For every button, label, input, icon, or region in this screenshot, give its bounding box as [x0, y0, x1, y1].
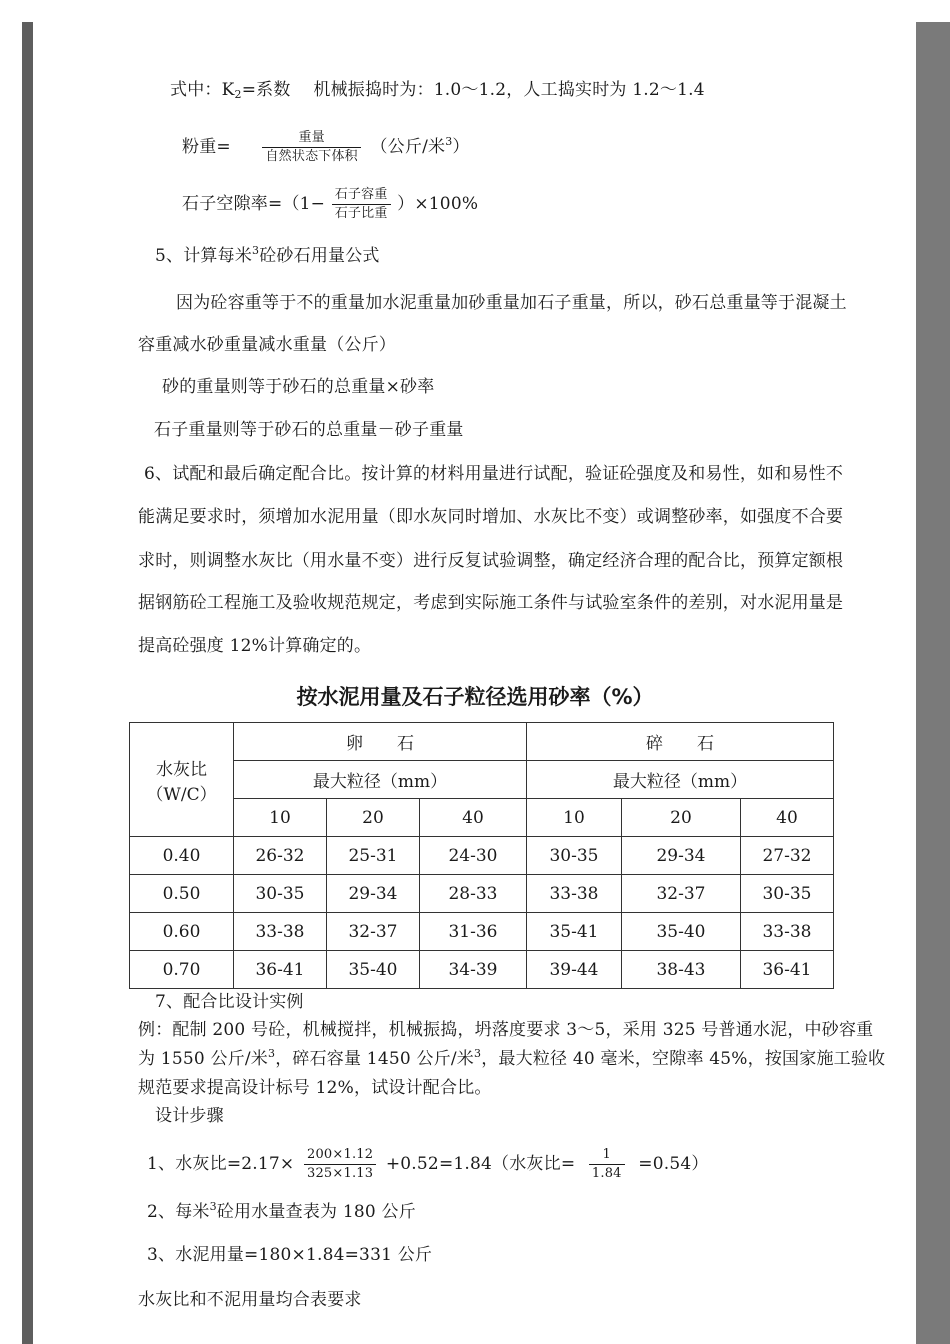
design-steps-heading: 设计步骤 — [155, 1106, 224, 1126]
rate-cell: 30-35 — [741, 875, 834, 913]
rate-cell: 29-34 — [622, 837, 741, 875]
pebble-group-header: 卵 石 — [234, 723, 527, 761]
paragraph-line: 6、试配和最后确定配合比。按计算的材料用量进行试配，验证砼强度及和易性，如和易性不 — [144, 464, 844, 484]
sand-ratio-table — [129, 722, 834, 989]
table-row — [130, 951, 834, 989]
wc-cell: 0.40 — [130, 837, 234, 875]
rate-cell: 25-31 — [327, 837, 420, 875]
section-5-heading: 5、计算每米$^3$砼砂石用量公式 — [155, 244, 380, 266]
rate-cell: 33-38 — [527, 875, 622, 913]
table-row — [130, 875, 834, 913]
rate-cell: 30-35 — [234, 875, 327, 913]
paragraph-line: 求时，则调整水灰比（用水量不变）进行反复试验调整，确定经济合理的配合比，预算定额根 — [138, 551, 844, 571]
sand-weight-line: 砂的重量则等于砂石的总重量×砂率 — [162, 377, 435, 397]
example-line: 例：配制 200 号砼，机械搅拌，机械振捣，坍落度要求 3～5，采用 325 号普通水泥，中砂容重 — [138, 1020, 874, 1040]
size-header-cell: 20 — [327, 799, 420, 837]
table-row — [130, 837, 834, 875]
size-header-cell: 40 — [741, 799, 834, 837]
section-7-heading: 7、配合比设计实例 — [155, 992, 304, 1012]
paragraph-line: 能满足要求时，须增加水泥用量（即水灰同时增加、水灰比不变）或调整砂率，如强度不合要 — [138, 507, 844, 527]
rate-cell: 34-39 — [420, 951, 527, 989]
rate-cell: 27-32 — [741, 837, 834, 875]
size-header-cell: 40 — [420, 799, 527, 837]
step-1-formula: 1、水灰比=2.17× $\frac{200\times 1.12}{325\times 1.13}$ +0.52=1.84（水灰比= $\frac{1}{1.84}$ =0.54） — [147, 1147, 709, 1181]
paragraph-line: 因为砼容重等于不的重量加水泥重量加砂重量加石子重量，所以，砂石总重量等于混凝土 — [176, 293, 847, 313]
rate-cell: 31-36 — [420, 913, 527, 951]
rate-cell: 32-37 — [327, 913, 420, 951]
rate-cell: 32-37 — [622, 875, 741, 913]
rate-cell: 36-41 — [234, 951, 327, 989]
paragraph-line: 容重减水砂重量减水重量（公斤） — [138, 335, 396, 355]
size-header-cell: 10 — [234, 799, 327, 837]
example-line: 规范要求提高设计标号 12%，试设计配合比。 — [138, 1078, 492, 1098]
size-header-cell: 10 — [527, 799, 622, 837]
rate-cell: 30-35 — [527, 837, 622, 875]
rate-cell: 29-34 — [327, 875, 420, 913]
rate-cell: 39-44 — [527, 951, 622, 989]
table-row — [130, 913, 834, 951]
rate-cell: 35-41 — [527, 913, 622, 951]
void-ratio-formula: 石子空隙率=（1− $\frac{\text{石子容重}}{\text{石子比重}}$ ）×100% — [182, 187, 479, 221]
rate-cell: 33-38 — [234, 913, 327, 951]
rate-cell: 36-41 — [741, 951, 834, 989]
rate-cell: 35-40 — [622, 913, 741, 951]
paragraph-line: 提高砼强度 12%计算确定的。 — [138, 636, 372, 656]
max-size-header: 最大粒径（mm） — [527, 761, 834, 799]
max-size-header: 最大粒径（mm） — [234, 761, 527, 799]
step-3-line: 3、水泥用量=180×1.84=331 公斤 — [147, 1245, 433, 1265]
rate-cell: 28-33 — [420, 875, 527, 913]
wc-cell: 0.70 — [130, 951, 234, 989]
wc-cell: 0.50 — [130, 875, 234, 913]
stone-weight-line: 石子重量则等于砂石的总重量－砂子重量 — [154, 420, 464, 440]
conclusion-line: 水灰比和不泥用量均合表要求 — [138, 1290, 362, 1310]
rate-cell: 38-43 — [622, 951, 741, 989]
crushed-stone-group-header: 碎 石 — [527, 723, 834, 761]
size-header-cell: 20 — [622, 799, 741, 837]
step-2-line: 2、每米$^3$砼用水量查表为 180 公斤 — [147, 1200, 416, 1222]
k2-coefficient-line: 式中：$K_2=$系数 机械振捣时为：1.0～1.2，人工捣实时为 1.2～1.4 — [170, 80, 705, 101]
table-title: 按水泥用量及石子粒径选用砂率（%） — [296, 685, 654, 709]
wc-header-cell: 水灰比 （W/C） — [130, 723, 234, 837]
paragraph-line: 据钢筋砼工程施工及验收规范规定，考虑到实际施工条件与试验室条件的差别，对水泥用量是 — [138, 593, 844, 613]
wc-cell: 0.60 — [130, 913, 234, 951]
rate-cell: 35-40 — [327, 951, 420, 989]
example-line: 为 1550 公斤/米$^3$，碎石容量 1450 公斤/米$^3$，最大粒径 40 毫米，空隙率 45%，按国家施工验收 — [138, 1047, 886, 1069]
rate-cell: 24-30 — [420, 837, 527, 875]
rate-cell: 26-32 — [234, 837, 327, 875]
density-formula: 粉重= $\frac{\text{重量}}{\text{自然状态下体积}}$ （公斤/米$^3$） — [182, 130, 470, 164]
rate-cell: 33-38 — [741, 913, 834, 951]
